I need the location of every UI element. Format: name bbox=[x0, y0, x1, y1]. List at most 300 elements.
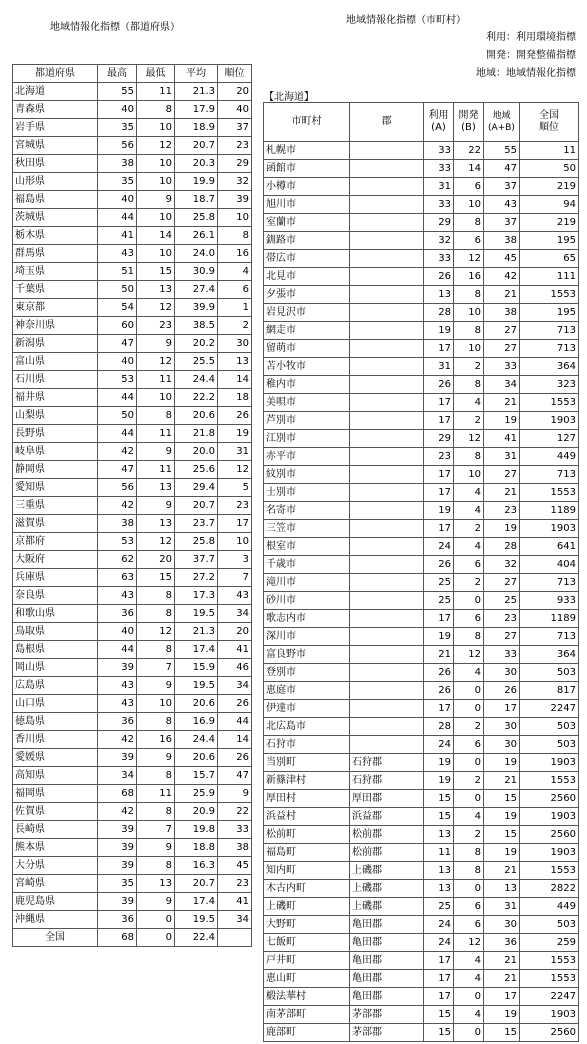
municipality-name: 深川市 bbox=[264, 628, 350, 646]
table-row bbox=[264, 214, 579, 232]
table-row bbox=[13, 767, 252, 785]
municipality-name: 鹿部町 bbox=[264, 1024, 350, 1042]
table-cell: 17.3 bbox=[175, 587, 218, 605]
table-cell: 323 bbox=[520, 376, 579, 394]
table-cell: 14 bbox=[218, 371, 252, 389]
table-cell: 10 bbox=[454, 304, 484, 322]
table-cell: 44 bbox=[98, 389, 137, 407]
table-cell: 23 bbox=[484, 610, 520, 628]
table-cell: 259 bbox=[520, 934, 579, 952]
table-cell: 2 bbox=[454, 520, 484, 538]
table-cell: 23 bbox=[137, 317, 175, 335]
table-cell bbox=[218, 929, 252, 947]
table-cell: 17 bbox=[424, 484, 454, 502]
table-cell: 8 bbox=[454, 844, 484, 862]
table-cell: 0 bbox=[454, 700, 484, 718]
table-cell: 23 bbox=[218, 137, 252, 155]
table-cell: 17.9 bbox=[175, 101, 218, 119]
table-row bbox=[13, 749, 252, 767]
table-cell: 39 bbox=[98, 659, 137, 677]
district-name bbox=[350, 412, 424, 430]
table-cell: 38 bbox=[98, 155, 137, 173]
table-cell: 15 bbox=[137, 569, 175, 587]
prefecture-name: 岡山県 bbox=[13, 659, 98, 677]
table-cell: 30.9 bbox=[175, 263, 218, 281]
table-cell: 11 bbox=[424, 844, 454, 862]
table-cell: 17 bbox=[484, 700, 520, 718]
table-row bbox=[264, 232, 579, 250]
table-row bbox=[264, 916, 579, 934]
table-cell: 30 bbox=[218, 335, 252, 353]
district-name: 石狩郡 bbox=[350, 772, 424, 790]
municipality-name: 北見市 bbox=[264, 268, 350, 286]
municipality-name: 砂川市 bbox=[264, 592, 350, 610]
table-cell: 15 bbox=[484, 1024, 520, 1042]
table-cell: 15 bbox=[484, 826, 520, 844]
prefecture-name: 大分県 bbox=[13, 857, 98, 875]
table-cell: 37 bbox=[218, 119, 252, 137]
column-header: 開発 (B) bbox=[454, 103, 484, 142]
table-cell: 2822 bbox=[520, 880, 579, 898]
table-cell: 6 bbox=[454, 232, 484, 250]
municipality-name: 旭川市 bbox=[264, 196, 350, 214]
table-cell: 19.5 bbox=[175, 605, 218, 623]
table-cell: 33 bbox=[218, 821, 252, 839]
table-cell: 26 bbox=[424, 556, 454, 574]
table-cell: 34 bbox=[218, 677, 252, 695]
table-row bbox=[13, 443, 252, 461]
table-cell: 34 bbox=[218, 911, 252, 929]
table-row bbox=[13, 317, 252, 335]
district-name bbox=[350, 394, 424, 412]
table-cell: 24.0 bbox=[175, 245, 218, 263]
table-row bbox=[13, 659, 252, 677]
municipality-name: 留萌市 bbox=[264, 340, 350, 358]
table-cell: 8 bbox=[454, 448, 484, 466]
column-header: 郡 bbox=[350, 103, 424, 142]
table-cell: 8 bbox=[137, 857, 175, 875]
table-cell: 10 bbox=[137, 173, 175, 191]
table-cell: 17 bbox=[424, 412, 454, 430]
table-cell: 37 bbox=[484, 178, 520, 196]
table-cell: 40 bbox=[98, 623, 137, 641]
table-cell: 9 bbox=[137, 443, 175, 461]
table-row bbox=[264, 178, 579, 196]
table-cell: 21 bbox=[484, 862, 520, 880]
table-row bbox=[264, 988, 579, 1006]
table-row bbox=[264, 286, 579, 304]
table-cell: 25.9 bbox=[175, 785, 218, 803]
table-cell: 0 bbox=[454, 754, 484, 772]
table-cell: 51 bbox=[98, 263, 137, 281]
table-cell: 6 bbox=[454, 916, 484, 934]
table-cell: 12 bbox=[454, 646, 484, 664]
table-row bbox=[264, 1006, 579, 1024]
table-row bbox=[13, 839, 252, 857]
prefecture-name: 滋賀県 bbox=[13, 515, 98, 533]
table-cell: 8 bbox=[137, 803, 175, 821]
district-name: 上磯郡 bbox=[350, 898, 424, 916]
table-cell: 17 bbox=[424, 340, 454, 358]
municipality-name: 松前町 bbox=[264, 826, 350, 844]
table-cell: 6 bbox=[454, 736, 484, 754]
table-cell: 24 bbox=[424, 934, 454, 952]
table-cell: 8 bbox=[218, 227, 252, 245]
table-cell: 12 bbox=[454, 430, 484, 448]
district-name: 茅部郡 bbox=[350, 1024, 424, 1042]
column-header: 全国 順位 bbox=[520, 103, 579, 142]
district-name: 石狩郡 bbox=[350, 754, 424, 772]
table-row bbox=[264, 448, 579, 466]
municipality-name: 椴法華村 bbox=[264, 988, 350, 1006]
municipality-name: 上磯町 bbox=[264, 898, 350, 916]
table-row bbox=[264, 502, 579, 520]
table-row bbox=[264, 322, 579, 340]
municipality-name: 浜益村 bbox=[264, 808, 350, 826]
table-cell: 22 bbox=[218, 803, 252, 821]
table-cell: 2247 bbox=[520, 988, 579, 1006]
table-row bbox=[13, 353, 252, 371]
table-cell: 15.7 bbox=[175, 767, 218, 785]
table-cell: 14 bbox=[218, 731, 252, 749]
table-row bbox=[13, 155, 252, 173]
page-title-prefecture: 地域情報化指標（都道府県） bbox=[50, 22, 180, 33]
table-cell: 15 bbox=[137, 263, 175, 281]
prefecture-name: 埼玉県 bbox=[13, 263, 98, 281]
district-name bbox=[350, 466, 424, 484]
table-cell: 26 bbox=[424, 376, 454, 394]
table-row bbox=[264, 430, 579, 448]
prefecture-name: 鳥取県 bbox=[13, 623, 98, 641]
table-cell: 17 bbox=[424, 952, 454, 970]
municipality-name: 伊達市 bbox=[264, 700, 350, 718]
table-row bbox=[264, 466, 579, 484]
table-cell: 2 bbox=[218, 317, 252, 335]
table-cell: 17 bbox=[424, 466, 454, 484]
table-cell: 4 bbox=[454, 664, 484, 682]
table-row bbox=[264, 304, 579, 322]
table-cell: 219 bbox=[520, 214, 579, 232]
table-cell: 8 bbox=[137, 767, 175, 785]
prefecture-name: 愛媛県 bbox=[13, 749, 98, 767]
municipality-name: 小樽市 bbox=[264, 178, 350, 196]
table-cell: 15 bbox=[424, 1024, 454, 1042]
table-cell: 23.7 bbox=[175, 515, 218, 533]
table-cell: 24.4 bbox=[175, 731, 218, 749]
prefecture-name: 福岡県 bbox=[13, 785, 98, 803]
table-cell: 27.2 bbox=[175, 569, 218, 587]
table-row bbox=[264, 358, 579, 376]
table-cell: 40 bbox=[98, 101, 137, 119]
table-cell: 8 bbox=[454, 628, 484, 646]
table-cell: 41 bbox=[218, 641, 252, 659]
table-cell: 60 bbox=[98, 317, 137, 335]
table-row bbox=[13, 263, 252, 281]
table-cell: 2560 bbox=[520, 826, 579, 844]
table-cell: 21 bbox=[484, 286, 520, 304]
district-name: 亀田郡 bbox=[350, 934, 424, 952]
table-row bbox=[264, 592, 579, 610]
table-cell: 11 bbox=[137, 83, 175, 101]
table-cell: 4 bbox=[454, 808, 484, 826]
table-cell: 20.7 bbox=[175, 137, 218, 155]
table-row bbox=[264, 790, 579, 808]
municipality-name: 石狩市 bbox=[264, 736, 350, 754]
district-name bbox=[350, 286, 424, 304]
prefecture-name: 長野県 bbox=[13, 425, 98, 443]
table-cell: 19 bbox=[484, 844, 520, 862]
table-row bbox=[264, 826, 579, 844]
table-row bbox=[264, 412, 579, 430]
district-name: 松前郡 bbox=[350, 826, 424, 844]
prefecture-name: 栃木県 bbox=[13, 227, 98, 245]
table-row bbox=[264, 682, 579, 700]
prefecture-name: 山梨県 bbox=[13, 407, 98, 425]
table-cell: 12 bbox=[137, 299, 175, 317]
table-row bbox=[264, 952, 579, 970]
municipality-name: 北広島市 bbox=[264, 718, 350, 736]
table-cell: 13 bbox=[424, 862, 454, 880]
table-cell: 40 bbox=[218, 101, 252, 119]
table-cell: 31 bbox=[484, 898, 520, 916]
table-cell: 39.9 bbox=[175, 299, 218, 317]
table-cell: 34 bbox=[218, 605, 252, 623]
municipality-name: 網走市 bbox=[264, 322, 350, 340]
table-cell: 18.8 bbox=[175, 839, 218, 857]
table-cell: 10 bbox=[454, 196, 484, 214]
table-cell: 25.8 bbox=[175, 209, 218, 227]
table-cell: 713 bbox=[520, 322, 579, 340]
table-cell: 15.9 bbox=[175, 659, 218, 677]
table-cell: 20.3 bbox=[175, 155, 218, 173]
column-header: 地域 (A+B) bbox=[484, 103, 520, 142]
table-cell: 503 bbox=[520, 718, 579, 736]
table-cell: 16 bbox=[137, 731, 175, 749]
table-cell: 26 bbox=[424, 268, 454, 286]
table-cell: 364 bbox=[520, 358, 579, 376]
prefecture-name: 香川県 bbox=[13, 731, 98, 749]
table-row bbox=[264, 268, 579, 286]
table-cell: 40 bbox=[98, 191, 137, 209]
table-cell: 43 bbox=[98, 695, 137, 713]
district-name bbox=[350, 160, 424, 178]
table-cell: 22 bbox=[454, 142, 484, 160]
table-cell: 1903 bbox=[520, 754, 579, 772]
table-cell: 17.4 bbox=[175, 641, 218, 659]
table-cell: 8 bbox=[137, 101, 175, 119]
table-cell: 1553 bbox=[520, 772, 579, 790]
table-cell: 21.3 bbox=[175, 623, 218, 641]
table-cell: 8 bbox=[454, 286, 484, 304]
table-cell: 1553 bbox=[520, 862, 579, 880]
table-cell: 20 bbox=[218, 83, 252, 101]
table-cell: 10 bbox=[137, 245, 175, 263]
table-cell: 19 bbox=[484, 808, 520, 826]
table-cell: 27 bbox=[484, 322, 520, 340]
table-cell: 47 bbox=[98, 461, 137, 479]
table-cell: 2 bbox=[454, 826, 484, 844]
table-header-row bbox=[264, 103, 579, 142]
table-cell: 65 bbox=[520, 250, 579, 268]
table-cell: 1903 bbox=[520, 1006, 579, 1024]
table-row bbox=[13, 83, 252, 101]
table-cell: 12 bbox=[218, 461, 252, 479]
prefecture-name: 福井県 bbox=[13, 389, 98, 407]
prefecture-name: 新潟県 bbox=[13, 335, 98, 353]
municipality-name: 登別市 bbox=[264, 664, 350, 682]
table-cell: 10 bbox=[137, 209, 175, 227]
table-cell: 32 bbox=[484, 556, 520, 574]
prefecture-name: 秋田県 bbox=[13, 155, 98, 173]
table-cell: 8 bbox=[454, 376, 484, 394]
table-cell: 19 bbox=[484, 754, 520, 772]
table-total-row bbox=[13, 929, 252, 947]
table-cell: 68 bbox=[98, 929, 137, 947]
table-cell: 4 bbox=[454, 970, 484, 988]
table-cell: 31 bbox=[424, 358, 454, 376]
district-name bbox=[350, 214, 424, 232]
column-header: 最低 bbox=[137, 65, 175, 83]
column-header: 最高 bbox=[98, 65, 137, 83]
table-cell: 26 bbox=[424, 682, 454, 700]
table-cell: 8 bbox=[137, 713, 175, 731]
table-cell: 10 bbox=[218, 209, 252, 227]
table-cell: 38 bbox=[484, 232, 520, 250]
table-cell: 19.8 bbox=[175, 821, 218, 839]
district-name bbox=[350, 340, 424, 358]
table-cell: 20.6 bbox=[175, 749, 218, 767]
table-cell: 17 bbox=[424, 988, 454, 1006]
table-row bbox=[13, 461, 252, 479]
table-cell: 63 bbox=[98, 569, 137, 587]
table-cell: 43 bbox=[98, 677, 137, 695]
table-row bbox=[13, 281, 252, 299]
table-cell: 0 bbox=[454, 880, 484, 898]
table-cell: 20.0 bbox=[175, 443, 218, 461]
table-cell: 9 bbox=[218, 785, 252, 803]
table-cell: 27 bbox=[484, 340, 520, 358]
table-cell: 27 bbox=[484, 628, 520, 646]
municipality-name: 富良野市 bbox=[264, 646, 350, 664]
table-cell: 4 bbox=[454, 538, 484, 556]
legend bbox=[476, 29, 576, 83]
table-row bbox=[264, 700, 579, 718]
table-cell: 26 bbox=[424, 664, 454, 682]
municipality-name: 滝川市 bbox=[264, 574, 350, 592]
table-row bbox=[264, 574, 579, 592]
district-name bbox=[350, 196, 424, 214]
table-row bbox=[13, 299, 252, 317]
legend-item: 地域：地域情報化指標 bbox=[476, 68, 576, 79]
table-cell: 2 bbox=[454, 358, 484, 376]
table-cell: 13 bbox=[137, 281, 175, 299]
table-cell: 42 bbox=[484, 268, 520, 286]
table-cell: 68 bbox=[98, 785, 137, 803]
table-cell: 39 bbox=[218, 191, 252, 209]
table-cell: 42 bbox=[98, 497, 137, 515]
table-header-row bbox=[13, 65, 252, 83]
table-cell: 20.7 bbox=[175, 875, 218, 893]
table-cell: 10 bbox=[137, 155, 175, 173]
table-row bbox=[13, 209, 252, 227]
table-cell: 19 bbox=[484, 412, 520, 430]
column-header: 利用 (A) bbox=[424, 103, 454, 142]
table-cell: 39 bbox=[98, 821, 137, 839]
table-cell: 42 bbox=[98, 443, 137, 461]
table-cell: 6 bbox=[454, 898, 484, 916]
prefecture-name: 山口県 bbox=[13, 695, 98, 713]
table-row bbox=[13, 479, 252, 497]
district-name: 松前郡 bbox=[350, 844, 424, 862]
municipality-name: 七飯町 bbox=[264, 934, 350, 952]
table-cell: 5 bbox=[218, 479, 252, 497]
district-name bbox=[350, 502, 424, 520]
table-cell: 1553 bbox=[520, 394, 579, 412]
table-row bbox=[13, 605, 252, 623]
table-cell: 41 bbox=[484, 430, 520, 448]
table-cell: 7 bbox=[218, 569, 252, 587]
prefecture-name: 奈良県 bbox=[13, 587, 98, 605]
table-row bbox=[13, 893, 252, 911]
table-cell: 22.2 bbox=[175, 389, 218, 407]
table-cell: 0 bbox=[137, 929, 175, 947]
district-name bbox=[350, 682, 424, 700]
table-row bbox=[13, 713, 252, 731]
table-cell: 219 bbox=[520, 178, 579, 196]
table-cell: 37 bbox=[484, 214, 520, 232]
table-cell: 20.2 bbox=[175, 335, 218, 353]
table-cell: 25.8 bbox=[175, 533, 218, 551]
table-row bbox=[264, 142, 579, 160]
district-name bbox=[350, 736, 424, 754]
table-cell: 641 bbox=[520, 538, 579, 556]
table-cell: 32 bbox=[218, 173, 252, 191]
table-cell: 1553 bbox=[520, 970, 579, 988]
table-cell: 28 bbox=[424, 304, 454, 322]
table-cell: 11 bbox=[137, 461, 175, 479]
table-cell: 6 bbox=[218, 281, 252, 299]
municipality-name: 戸井町 bbox=[264, 952, 350, 970]
district-name bbox=[350, 484, 424, 502]
table-row bbox=[13, 695, 252, 713]
table-cell: 10 bbox=[454, 466, 484, 484]
table-cell: 9 bbox=[137, 749, 175, 767]
table-cell: 404 bbox=[520, 556, 579, 574]
district-name bbox=[350, 646, 424, 664]
table-cell: 21 bbox=[484, 772, 520, 790]
table-cell: 23 bbox=[424, 448, 454, 466]
table-row bbox=[264, 394, 579, 412]
table-cell: 43 bbox=[484, 196, 520, 214]
table-row bbox=[264, 898, 579, 916]
table-cell: 20.7 bbox=[175, 497, 218, 515]
table-cell: 36 bbox=[98, 605, 137, 623]
table-cell: 50 bbox=[98, 281, 137, 299]
table-cell: 12 bbox=[137, 353, 175, 371]
prefecture-name: 高知県 bbox=[13, 767, 98, 785]
table-row bbox=[13, 335, 252, 353]
prefecture-name: 京都府 bbox=[13, 533, 98, 551]
table-cell: 2247 bbox=[520, 700, 579, 718]
table-cell: 62 bbox=[98, 551, 137, 569]
table-cell: 54 bbox=[98, 299, 137, 317]
table-cell: 20.6 bbox=[175, 695, 218, 713]
prefecture-name: 静岡県 bbox=[13, 461, 98, 479]
table-cell: 16 bbox=[454, 268, 484, 286]
table-cell: 17 bbox=[424, 520, 454, 538]
municipality-name: 根室市 bbox=[264, 538, 350, 556]
table-cell: 36 bbox=[98, 713, 137, 731]
